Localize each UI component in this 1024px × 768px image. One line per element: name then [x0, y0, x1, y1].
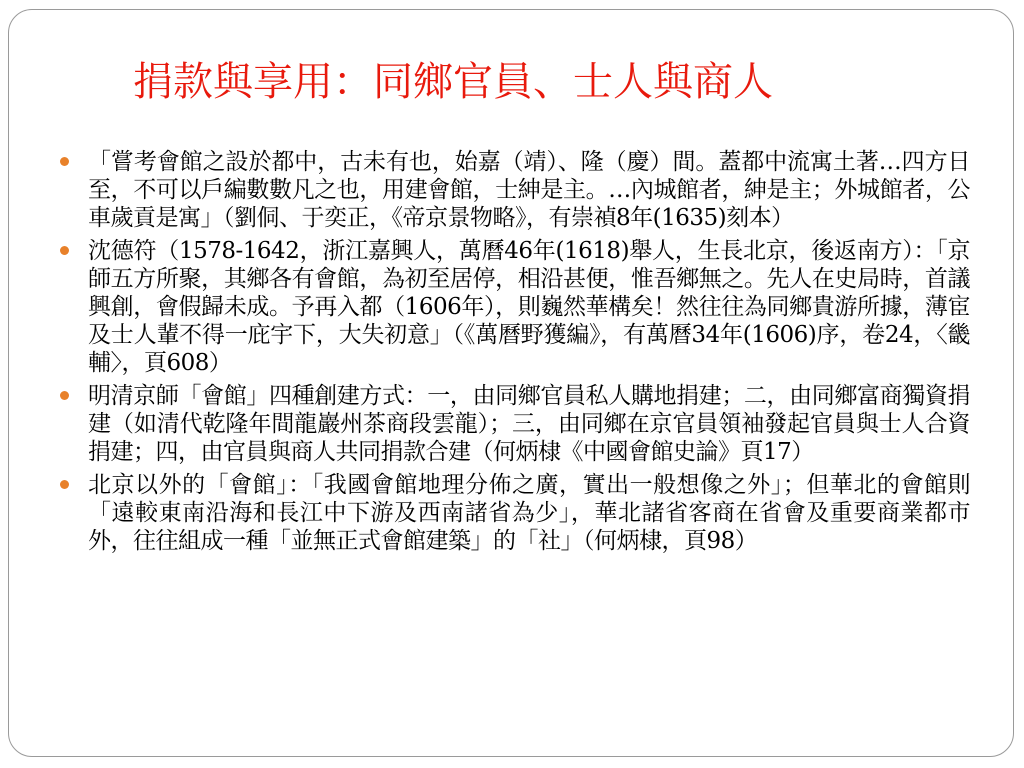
bullet-text: 沈德符（1578-1642，浙江嘉興人，萬曆46年(1618)舉人，生長北京，後返南方）：「京師五方所聚，其鄉各有會館，為初至居停，相沿甚便，惟吾鄉無之。先人在史局時，首議興創，會假歸未成。予再入都（1606年），則巍然華構矣！然往往為同鄉貴游所據，薄宦及士人輩不得一庇宇下，大失初意」（《萬曆野獲編》，有萬曆34年(1606)序，卷24，〈畿輔〉，頁608） — [88, 238, 970, 376]
bullet-dot-icon — [60, 157, 69, 166]
bullet-dot-icon — [60, 480, 69, 489]
bullet-dot-icon — [60, 391, 69, 400]
bullet-dot-icon — [60, 246, 69, 255]
bullet-item-4 — [58, 471, 970, 555]
bullet-text: 北京以外的「會館」：「我國會館地理分佈之廣，實出一般想像之外」；但華北的會館則「遠較東南沿海和長江中下游及西南諸省為少」，華北諸省客商在省會及重要商業都市外，往往組成一種「並無正式會館建築」的「社」（何炳棣，頁98） — [88, 472, 970, 554]
slide-title: 捐款與享用：同鄉官員、士人與商人 — [133, 59, 773, 105]
bullet-item-2 — [58, 237, 970, 377]
bullet-list — [58, 148, 970, 560]
bullet-item-1 — [58, 148, 970, 232]
bullet-text: 「嘗考會館之設於都中，古未有也，始嘉（靖）、隆（慶）間。蓋都中流寓土著…四方日至，不可以戶編數數凡之也，用建會館，士紳是主。…內城館者，紳是主；外城館者，公車歲貢是寓」（劉侗、于奕正，《帝京景物略》，有崇禎8年(1635)刻本） — [88, 149, 970, 231]
bullet-text: 明清京師「會館」四種創建方式：一，由同鄉官員私人購地捐建；二，由同鄉富商獨資捐建（如清代乾隆年間龍巖州茶商段雲龍）；三，由同鄉在京官員領袖發起官員與士人合資捐建；四，由官員與商人共同捐款合建（何炳棣《中國會館史論》頁17） — [88, 383, 970, 465]
bullet-item-3 — [58, 382, 970, 466]
